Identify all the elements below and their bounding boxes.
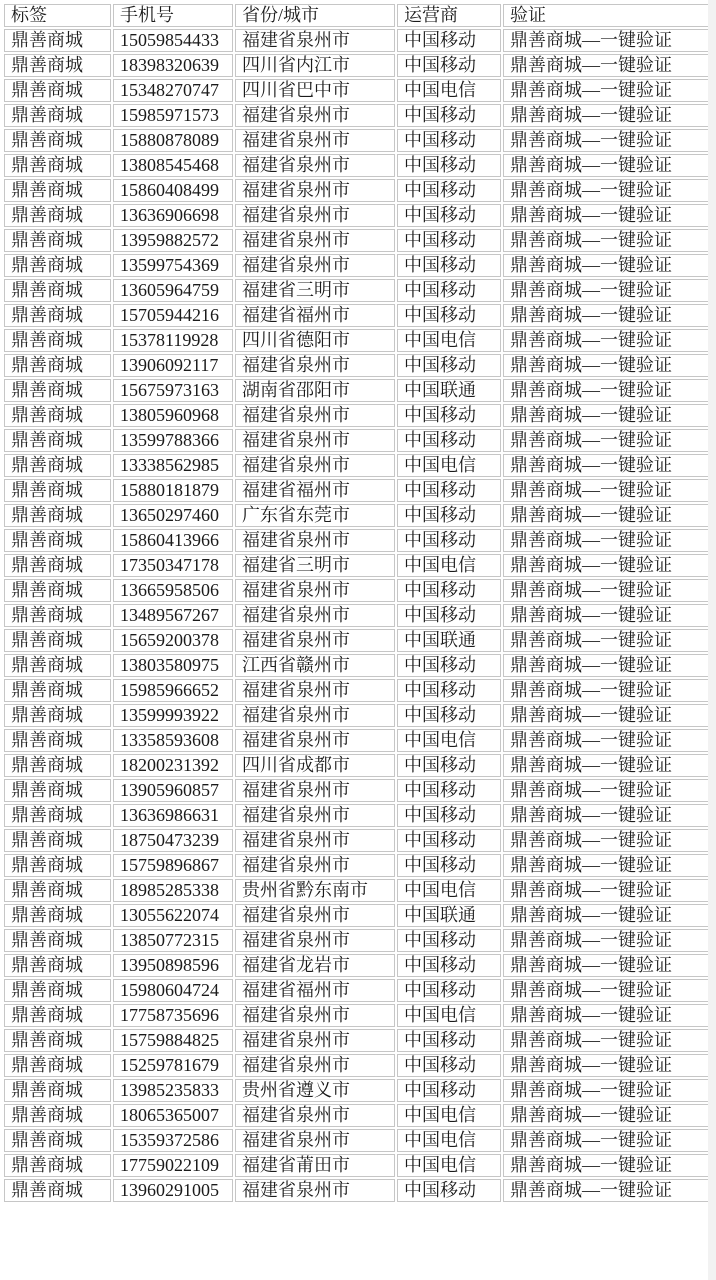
right-edge-strip <box>708 0 716 1280</box>
table-row <box>4 604 710 627</box>
cell-region: 福建省泉州市 <box>235 404 395 427</box>
cell-label: 鼎善商城 <box>4 1179 111 1202</box>
cell-verification: 鼎善商城—一键验证 <box>503 504 710 527</box>
cell-label: 鼎善商城 <box>4 429 111 452</box>
cell-verification: 鼎善商城—一键验证 <box>503 879 710 902</box>
column-header-label: 标签 <box>4 4 111 27</box>
cell-verification: 鼎善商城—一键验证 <box>503 1054 710 1077</box>
cell-region: 福建省福州市 <box>235 979 395 1002</box>
cell-phone: 15675973163 <box>113 379 233 402</box>
table-row <box>4 404 710 427</box>
cell-region: 福建省泉州市 <box>235 179 395 202</box>
cell-carrier: 中国移动 <box>397 279 501 302</box>
cell-carrier: 中国电信 <box>397 329 501 352</box>
cell-label: 鼎善商城 <box>4 204 111 227</box>
cell-region: 福建省泉州市 <box>235 1004 395 1027</box>
cell-region: 广东省东莞市 <box>235 504 395 527</box>
cell-phone: 15985966652 <box>113 679 233 702</box>
cell-region: 福建省泉州市 <box>235 204 395 227</box>
cell-label: 鼎善商城 <box>4 154 111 177</box>
cell-verification: 鼎善商城—一键验证 <box>503 929 710 952</box>
cell-label: 鼎善商城 <box>4 354 111 377</box>
cell-carrier: 中国移动 <box>397 479 501 502</box>
cell-verification: 鼎善商城—一键验证 <box>503 1029 710 1052</box>
cell-phone: 13906092117 <box>113 354 233 377</box>
cell-carrier: 中国电信 <box>397 1104 501 1127</box>
table-row <box>4 279 710 302</box>
table-row <box>4 779 710 802</box>
cell-verification: 鼎善商城—一键验证 <box>503 54 710 77</box>
cell-carrier: 中国移动 <box>397 29 501 52</box>
cell-phone: 15980604724 <box>113 979 233 1002</box>
cell-verification: 鼎善商城—一键验证 <box>503 129 710 152</box>
cell-carrier: 中国移动 <box>397 779 501 802</box>
cell-label: 鼎善商城 <box>4 654 111 677</box>
cell-carrier: 中国移动 <box>397 154 501 177</box>
cell-verification: 鼎善商城—一键验证 <box>503 1129 710 1152</box>
table-row <box>4 1004 710 1027</box>
table-row <box>4 129 710 152</box>
cell-verification: 鼎善商城—一键验证 <box>503 154 710 177</box>
cell-label: 鼎善商城 <box>4 504 111 527</box>
table-row <box>4 554 710 577</box>
cell-verification: 鼎善商城—一键验证 <box>503 1079 710 1102</box>
cell-label: 鼎善商城 <box>4 329 111 352</box>
cell-verification: 鼎善商城—一键验证 <box>503 1179 710 1202</box>
cell-label: 鼎善商城 <box>4 979 111 1002</box>
cell-verification: 鼎善商城—一键验证 <box>503 654 710 677</box>
cell-carrier: 中国电信 <box>397 1154 501 1177</box>
cell-label: 鼎善商城 <box>4 854 111 877</box>
cell-label: 鼎善商城 <box>4 704 111 727</box>
cell-region: 福建省泉州市 <box>235 679 395 702</box>
cell-label: 鼎善商城 <box>4 1054 111 1077</box>
column-header-verify: 验证 <box>503 4 710 27</box>
table-row <box>4 904 710 927</box>
cell-carrier: 中国电信 <box>397 1129 501 1152</box>
cell-label: 鼎善商城 <box>4 1029 111 1052</box>
cell-phone: 15860408499 <box>113 179 233 202</box>
cell-region: 福建省福州市 <box>235 304 395 327</box>
cell-carrier: 中国移动 <box>397 229 501 252</box>
table-row <box>4 979 710 1002</box>
cell-label: 鼎善商城 <box>4 129 111 152</box>
cell-region: 福建省泉州市 <box>235 1054 395 1077</box>
cell-verification: 鼎善商城—一键验证 <box>503 379 710 402</box>
cell-region: 福建省泉州市 <box>235 829 395 852</box>
cell-region: 福建省泉州市 <box>235 804 395 827</box>
cell-region: 福建省泉州市 <box>235 779 395 802</box>
cell-carrier: 中国移动 <box>397 929 501 952</box>
cell-phone: 15759884825 <box>113 1029 233 1052</box>
cell-region: 福建省泉州市 <box>235 1129 395 1152</box>
cell-carrier: 中国移动 <box>397 1179 501 1202</box>
cell-phone: 17759022109 <box>113 1154 233 1177</box>
table-row <box>4 179 710 202</box>
cell-verification: 鼎善商城—一键验证 <box>503 704 710 727</box>
cell-phone: 18200231392 <box>113 754 233 777</box>
cell-region: 福建省泉州市 <box>235 254 395 277</box>
cell-verification: 鼎善商城—一键验证 <box>503 1104 710 1127</box>
cell-verification: 鼎善商城—一键验证 <box>503 604 710 627</box>
cell-carrier: 中国移动 <box>397 204 501 227</box>
cell-phone: 13599993922 <box>113 704 233 727</box>
cell-label: 鼎善商城 <box>4 79 111 102</box>
cell-phone: 15860413966 <box>113 529 233 552</box>
cell-label: 鼎善商城 <box>4 29 111 52</box>
cell-label: 鼎善商城 <box>4 454 111 477</box>
cell-region: 福建省泉州市 <box>235 104 395 127</box>
cell-phone: 15880181879 <box>113 479 233 502</box>
cell-label: 鼎善商城 <box>4 879 111 902</box>
cell-carrier: 中国电信 <box>397 454 501 477</box>
cell-carrier: 中国联通 <box>397 904 501 927</box>
cell-label: 鼎善商城 <box>4 579 111 602</box>
column-header-carrier: 运营商 <box>397 4 501 27</box>
cell-label: 鼎善商城 <box>4 779 111 802</box>
cell-carrier: 中国移动 <box>397 604 501 627</box>
table-row <box>4 829 710 852</box>
table-row <box>4 429 710 452</box>
cell-phone: 15880878089 <box>113 129 233 152</box>
cell-phone: 13665958506 <box>113 579 233 602</box>
cell-region: 福建省泉州市 <box>235 929 395 952</box>
cell-carrier: 中国移动 <box>397 979 501 1002</box>
table-row <box>4 729 710 752</box>
cell-label: 鼎善商城 <box>4 929 111 952</box>
table-row <box>4 354 710 377</box>
cell-region: 福建省泉州市 <box>235 854 395 877</box>
table-row <box>4 29 710 52</box>
cell-phone: 13803580975 <box>113 654 233 677</box>
cell-region: 四川省成都市 <box>235 754 395 777</box>
cell-carrier: 中国移动 <box>397 354 501 377</box>
cell-carrier: 中国移动 <box>397 529 501 552</box>
cell-carrier: 中国移动 <box>397 254 501 277</box>
cell-carrier: 中国移动 <box>397 854 501 877</box>
table-row <box>4 454 710 477</box>
cell-label: 鼎善商城 <box>4 54 111 77</box>
cell-label: 鼎善商城 <box>4 1004 111 1027</box>
table-row <box>4 854 710 877</box>
cell-verification: 鼎善商城—一键验证 <box>503 429 710 452</box>
cell-phone: 13599754369 <box>113 254 233 277</box>
cell-verification: 鼎善商城—一键验证 <box>503 229 710 252</box>
cell-phone: 15059854433 <box>113 29 233 52</box>
cell-verification: 鼎善商城—一键验证 <box>503 904 710 927</box>
cell-region: 贵州省遵义市 <box>235 1079 395 1102</box>
cell-carrier: 中国移动 <box>397 404 501 427</box>
cell-label: 鼎善商城 <box>4 404 111 427</box>
cell-carrier: 中国电信 <box>397 1004 501 1027</box>
cell-verification: 鼎善商城—一键验证 <box>503 204 710 227</box>
cell-carrier: 中国移动 <box>397 304 501 327</box>
cell-verification: 鼎善商城—一键验证 <box>503 254 710 277</box>
cell-phone: 18750473239 <box>113 829 233 852</box>
table-row <box>4 204 710 227</box>
cell-verification: 鼎善商城—一键验证 <box>503 579 710 602</box>
cell-verification: 鼎善商城—一键验证 <box>503 354 710 377</box>
cell-region: 四川省内江市 <box>235 54 395 77</box>
table-row <box>4 254 710 277</box>
cell-label: 鼎善商城 <box>4 479 111 502</box>
cell-label: 鼎善商城 <box>4 629 111 652</box>
cell-region: 福建省泉州市 <box>235 454 395 477</box>
cell-carrier: 中国电信 <box>397 879 501 902</box>
cell-verification: 鼎善商城—一键验证 <box>503 729 710 752</box>
table-row <box>4 679 710 702</box>
cell-carrier: 中国移动 <box>397 704 501 727</box>
table-row <box>4 154 710 177</box>
cell-label: 鼎善商城 <box>4 229 111 252</box>
cell-verification: 鼎善商城—一键验证 <box>503 329 710 352</box>
cell-region: 福建省福州市 <box>235 479 395 502</box>
cell-phone: 15705944216 <box>113 304 233 327</box>
cell-region: 福建省泉州市 <box>235 904 395 927</box>
table-row <box>4 229 710 252</box>
cell-region: 福建省泉州市 <box>235 154 395 177</box>
cell-verification: 鼎善商城—一键验证 <box>503 304 710 327</box>
table-row <box>4 754 710 777</box>
table-row <box>4 654 710 677</box>
cell-carrier: 中国移动 <box>397 129 501 152</box>
table-row <box>4 804 710 827</box>
cell-verification: 鼎善商城—一键验证 <box>503 679 710 702</box>
table-row <box>4 1179 710 1202</box>
cell-region: 福建省泉州市 <box>235 529 395 552</box>
cell-phone: 15759896867 <box>113 854 233 877</box>
table-row <box>4 1104 710 1127</box>
table-row <box>4 504 710 527</box>
cell-label: 鼎善商城 <box>4 904 111 927</box>
cell-carrier: 中国联通 <box>397 629 501 652</box>
cell-carrier: 中国移动 <box>397 804 501 827</box>
cell-phone: 13850772315 <box>113 929 233 952</box>
cell-verification: 鼎善商城—一键验证 <box>503 629 710 652</box>
cell-region: 福建省泉州市 <box>235 354 395 377</box>
cell-phone: 13489567267 <box>113 604 233 627</box>
cell-region: 福建省莆田市 <box>235 1154 395 1177</box>
table-header <box>4 4 710 27</box>
cell-label: 鼎善商城 <box>4 954 111 977</box>
cell-carrier: 中国移动 <box>397 954 501 977</box>
cell-region: 湖南省邵阳市 <box>235 379 395 402</box>
phone-verification-table <box>2 2 712 1204</box>
cell-verification: 鼎善商城—一键验证 <box>503 554 710 577</box>
cell-verification: 鼎善商城—一键验证 <box>503 979 710 1002</box>
cell-carrier: 中国移动 <box>397 179 501 202</box>
table-row <box>4 879 710 902</box>
cell-phone: 18985285338 <box>113 879 233 902</box>
cell-region: 福建省泉州市 <box>235 579 395 602</box>
cell-label: 鼎善商城 <box>4 729 111 752</box>
table-row <box>4 304 710 327</box>
table-row <box>4 954 710 977</box>
cell-phone: 13338562985 <box>113 454 233 477</box>
cell-phone: 13605964759 <box>113 279 233 302</box>
cell-phone: 13805960968 <box>113 404 233 427</box>
cell-label: 鼎善商城 <box>4 1104 111 1127</box>
cell-label: 鼎善商城 <box>4 604 111 627</box>
column-header-phone: 手机号 <box>113 4 233 27</box>
cell-carrier: 中国移动 <box>397 579 501 602</box>
cell-verification: 鼎善商城—一键验证 <box>503 829 710 852</box>
table-row <box>4 1029 710 1052</box>
cell-phone: 17758735696 <box>113 1004 233 1027</box>
cell-phone: 13358593608 <box>113 729 233 752</box>
cell-carrier: 中国电信 <box>397 79 501 102</box>
cell-phone: 15359372586 <box>113 1129 233 1152</box>
cell-phone: 18065365007 <box>113 1104 233 1127</box>
cell-verification: 鼎善商城—一键验证 <box>503 104 710 127</box>
table-row <box>4 79 710 102</box>
cell-carrier: 中国移动 <box>397 754 501 777</box>
cell-verification: 鼎善商城—一键验证 <box>503 804 710 827</box>
cell-verification: 鼎善商城—一键验证 <box>503 1154 710 1177</box>
cell-region: 福建省泉州市 <box>235 1029 395 1052</box>
cell-label: 鼎善商城 <box>4 254 111 277</box>
cell-label: 鼎善商城 <box>4 554 111 577</box>
cell-carrier: 中国移动 <box>397 1054 501 1077</box>
cell-phone: 13636906698 <box>113 204 233 227</box>
cell-phone: 13960291005 <box>113 1179 233 1202</box>
cell-verification: 鼎善商城—一键验证 <box>503 279 710 302</box>
cell-phone: 13950898596 <box>113 954 233 977</box>
table-row <box>4 1129 710 1152</box>
cell-region: 福建省泉州市 <box>235 429 395 452</box>
table-row <box>4 1079 710 1102</box>
header-row <box>4 4 710 27</box>
column-header-region: 省份/城市 <box>235 4 395 27</box>
cell-phone: 15659200378 <box>113 629 233 652</box>
cell-label: 鼎善商城 <box>4 304 111 327</box>
cell-carrier: 中国联通 <box>397 379 501 402</box>
table-row <box>4 579 710 602</box>
cell-region: 江西省赣州市 <box>235 654 395 677</box>
cell-phone: 13905960857 <box>113 779 233 802</box>
cell-carrier: 中国移动 <box>397 829 501 852</box>
cell-label: 鼎善商城 <box>4 179 111 202</box>
table-row <box>4 479 710 502</box>
cell-verification: 鼎善商城—一键验证 <box>503 754 710 777</box>
cell-region: 福建省三明市 <box>235 279 395 302</box>
cell-carrier: 中国移动 <box>397 654 501 677</box>
table-row <box>4 329 710 352</box>
cell-carrier: 中国移动 <box>397 679 501 702</box>
cell-label: 鼎善商城 <box>4 754 111 777</box>
table-body <box>4 29 710 1202</box>
cell-region: 福建省泉州市 <box>235 1179 395 1202</box>
cell-carrier: 中国移动 <box>397 504 501 527</box>
cell-region: 福建省泉州市 <box>235 129 395 152</box>
table-row <box>4 1054 710 1077</box>
cell-label: 鼎善商城 <box>4 104 111 127</box>
cell-label: 鼎善商城 <box>4 679 111 702</box>
cell-phone: 13599788366 <box>113 429 233 452</box>
cell-phone: 18398320639 <box>113 54 233 77</box>
cell-region: 福建省泉州市 <box>235 729 395 752</box>
cell-verification: 鼎善商城—一键验证 <box>503 29 710 52</box>
cell-region: 四川省巴中市 <box>235 79 395 102</box>
cell-verification: 鼎善商城—一键验证 <box>503 954 710 977</box>
cell-phone: 13055622074 <box>113 904 233 927</box>
table-row <box>4 379 710 402</box>
table-row <box>4 704 710 727</box>
cell-region: 福建省龙岩市 <box>235 954 395 977</box>
cell-carrier: 中国移动 <box>397 1079 501 1102</box>
cell-label: 鼎善商城 <box>4 804 111 827</box>
cell-phone: 13650297460 <box>113 504 233 527</box>
cell-phone: 13636986631 <box>113 804 233 827</box>
cell-phone: 13959882572 <box>113 229 233 252</box>
table-row <box>4 54 710 77</box>
cell-label: 鼎善商城 <box>4 279 111 302</box>
cell-carrier: 中国电信 <box>397 729 501 752</box>
cell-region: 福建省泉州市 <box>235 604 395 627</box>
cell-carrier: 中国移动 <box>397 429 501 452</box>
cell-carrier: 中国移动 <box>397 104 501 127</box>
cell-region: 贵州省黔东南市 <box>235 879 395 902</box>
cell-phone: 15348270747 <box>113 79 233 102</box>
table-row <box>4 1154 710 1177</box>
cell-verification: 鼎善商城—一键验证 <box>503 404 710 427</box>
cell-label: 鼎善商城 <box>4 529 111 552</box>
cell-phone: 15259781679 <box>113 1054 233 1077</box>
table-row <box>4 929 710 952</box>
cell-region: 福建省泉州市 <box>235 229 395 252</box>
table-row <box>4 104 710 127</box>
cell-phone: 15378119928 <box>113 329 233 352</box>
cell-region: 福建省泉州市 <box>235 1104 395 1127</box>
table-row <box>4 629 710 652</box>
cell-region: 四川省德阳市 <box>235 329 395 352</box>
cell-phone: 13985235833 <box>113 1079 233 1102</box>
cell-phone: 17350347178 <box>113 554 233 577</box>
table-row <box>4 529 710 552</box>
cell-carrier: 中国移动 <box>397 1029 501 1052</box>
cell-verification: 鼎善商城—一键验证 <box>503 854 710 877</box>
cell-carrier: 中国电信 <box>397 554 501 577</box>
cell-phone: 15985971573 <box>113 104 233 127</box>
cell-label: 鼎善商城 <box>4 1129 111 1152</box>
cell-label: 鼎善商城 <box>4 1079 111 1102</box>
cell-label: 鼎善商城 <box>4 379 111 402</box>
cell-verification: 鼎善商城—一键验证 <box>503 454 710 477</box>
cell-verification: 鼎善商城—一键验证 <box>503 779 710 802</box>
cell-region: 福建省泉州市 <box>235 704 395 727</box>
cell-region: 福建省泉州市 <box>235 29 395 52</box>
cell-verification: 鼎善商城—一键验证 <box>503 1004 710 1027</box>
cell-region: 福建省泉州市 <box>235 629 395 652</box>
cell-carrier: 中国移动 <box>397 54 501 77</box>
cell-label: 鼎善商城 <box>4 1154 111 1177</box>
cell-verification: 鼎善商城—一键验证 <box>503 529 710 552</box>
cell-phone: 13808545468 <box>113 154 233 177</box>
cell-verification: 鼎善商城—一键验证 <box>503 79 710 102</box>
cell-label: 鼎善商城 <box>4 829 111 852</box>
cell-verification: 鼎善商城—一键验证 <box>503 479 710 502</box>
cell-verification: 鼎善商城—一键验证 <box>503 179 710 202</box>
cell-region: 福建省三明市 <box>235 554 395 577</box>
